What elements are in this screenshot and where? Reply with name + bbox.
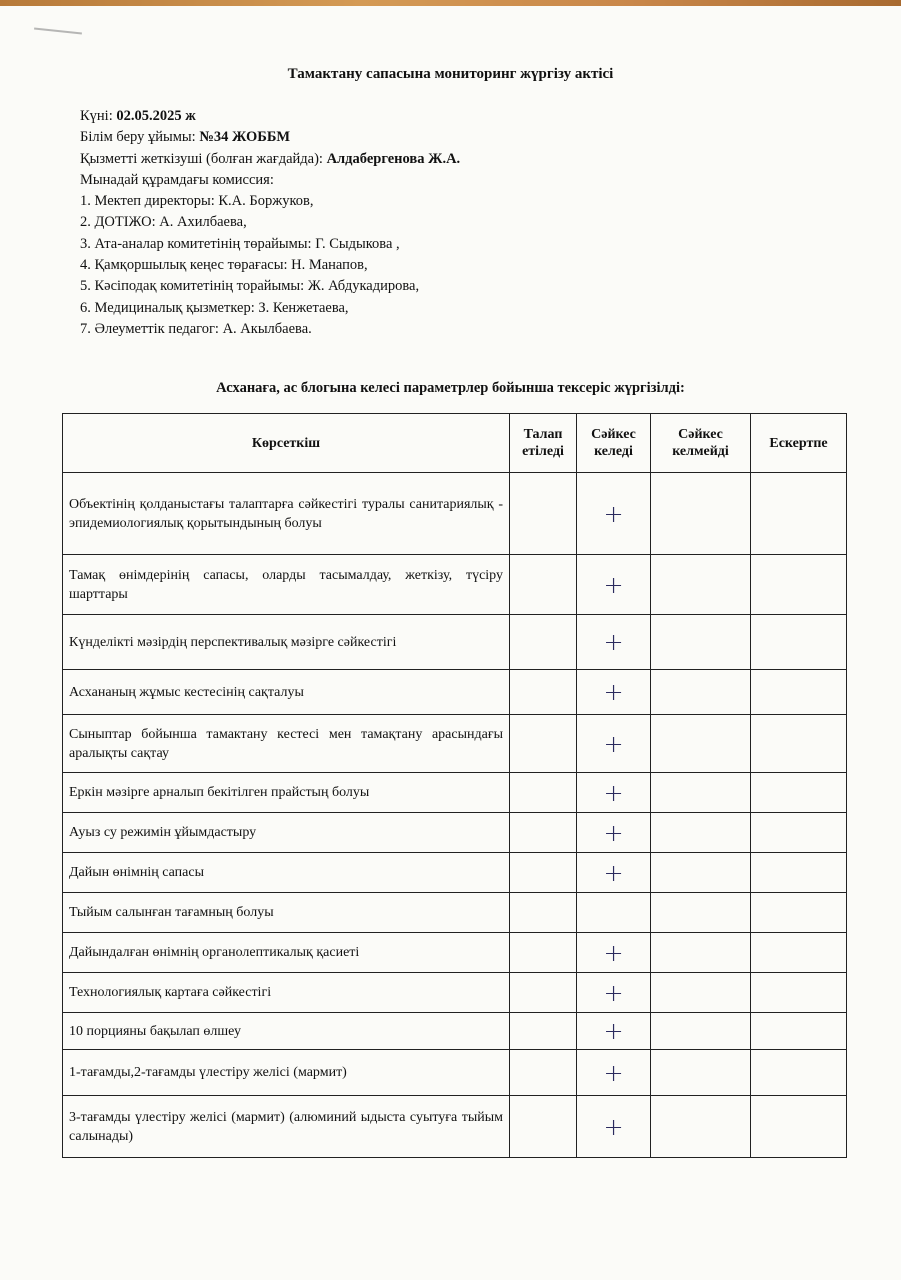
compliant-mark: [577, 893, 651, 933]
provider-line: [80, 149, 460, 170]
compliant-mark: +: [577, 1050, 651, 1096]
required-cell: [510, 615, 577, 670]
noncompliant-cell: [651, 1050, 751, 1096]
compliant-mark: +: [577, 933, 651, 973]
member-5: 5. Кәсіподақ комитетінің торайымы: Ж. Абдукадирова,: [80, 278, 420, 295]
noncompliant-cell: [651, 670, 751, 715]
header-indicator: Көрсеткіш: [63, 414, 510, 473]
table-row: [63, 1013, 847, 1050]
compliant-mark: +: [577, 1096, 651, 1158]
table-row: [63, 555, 847, 615]
note-cell: [751, 813, 847, 853]
header-block: [80, 106, 460, 340]
note-cell: [751, 773, 847, 813]
header-required: Талап етіледі: [510, 414, 577, 473]
indicator-cell: Объектінің қолданыстағы талаптарға сәйкестігі туралы санитариялық - эпидемиологиялық қорытындының болуы: [63, 473, 510, 555]
note-cell: [751, 1050, 847, 1096]
table-row: [63, 813, 847, 853]
note-cell: [751, 555, 847, 615]
table-row: [63, 715, 847, 773]
required-cell: [510, 773, 577, 813]
note-cell: [751, 615, 847, 670]
document-title: Тамактану сапасына мониторинг жүргізу актісі: [287, 66, 614, 82]
indicator-cell: 1-тағамды,2-тағамды үлестіру желісі (мармит): [63, 1050, 510, 1096]
note-cell: [751, 670, 847, 715]
required-cell: [510, 973, 577, 1013]
table-row: [63, 473, 847, 555]
indicator-cell: Асхананың жұмыс кестесінің сақталуы: [63, 670, 510, 715]
noncompliant-cell: [651, 473, 751, 555]
note-cell: [751, 973, 847, 1013]
table-row: [63, 893, 847, 933]
org-line: [80, 127, 460, 148]
required-cell: [510, 893, 577, 933]
indicator-cell: 10 порцияны бақылап өлшеу: [63, 1013, 510, 1050]
scan-edge: [0, 0, 901, 6]
member-6: 6. Медициналық қызметкер: З. Кенжетаева,: [80, 299, 349, 316]
org-label: Білім беру ұйымы:: [80, 129, 200, 146]
required-cell: [510, 813, 577, 853]
compliant-mark: +: [577, 555, 651, 615]
compliant-mark: +: [577, 473, 651, 555]
noncompliant-cell: [651, 893, 751, 933]
noncompliant-cell: [651, 1013, 751, 1050]
provider-value: Алдабергенова Ж.А.: [326, 150, 461, 167]
compliant-mark: +: [577, 853, 651, 893]
required-cell: [510, 473, 577, 555]
compliant-mark: +: [577, 715, 651, 773]
compliant-mark: +: [577, 1013, 651, 1050]
noncompliant-cell: [651, 933, 751, 973]
required-cell: [510, 933, 577, 973]
required-cell: [510, 1096, 577, 1158]
provider-label: Қызметті жеткізуші (болған жағдайда):: [80, 150, 327, 167]
compliant-mark: +: [577, 773, 651, 813]
member-2: 2. ДОТІЖО: А. Ахилбаева,: [80, 214, 247, 231]
table-row: [63, 973, 847, 1013]
note-cell: [751, 715, 847, 773]
noncompliant-cell: [651, 853, 751, 893]
indicator-cell: Технологиялық картаға сәйкестігі: [63, 973, 510, 1013]
required-cell: [510, 670, 577, 715]
indicator-cell: Сыныптар бойынша тамактану кестесі мен тамақтану арасындағы аралықты сақтау: [63, 715, 510, 773]
required-cell: [510, 715, 577, 773]
required-cell: [510, 1013, 577, 1050]
compliant-mark: +: [577, 670, 651, 715]
header-compliant: Сәйкес келеді: [577, 414, 651, 473]
member-3: 3. Ата-аналар комитетінің төрайымы: Г. Сыдыкова ,: [80, 235, 400, 252]
required-cell: [510, 853, 577, 893]
table-header-row: [63, 414, 847, 473]
required-cell: [510, 1050, 577, 1096]
note-cell: [751, 893, 847, 933]
noncompliant-cell: [651, 555, 751, 615]
org-value: №34 ЖОББМ: [199, 129, 291, 146]
compliant-mark: +: [577, 615, 651, 670]
noncompliant-cell: [651, 813, 751, 853]
table-row: [63, 615, 847, 670]
member-7: 7. Әлеуметтік педагог: А. Акылбаева.: [80, 320, 312, 337]
header-noncompliant: Сәйкес келмейді: [651, 414, 751, 473]
required-cell: [510, 555, 577, 615]
inspection-table: [62, 413, 847, 1158]
note-cell: [751, 1013, 847, 1050]
commission-intro: Мынадай құрамдағы комиссия:: [80, 171, 274, 188]
scan-mark: [34, 27, 82, 34]
noncompliant-cell: [651, 773, 751, 813]
table-row: [63, 773, 847, 813]
noncompliant-cell: [651, 973, 751, 1013]
member-4: 4. Қамқоршылық кеңес төрағасы: Н. Манапов,: [80, 257, 368, 274]
member-1: 1. Мектеп директоры: К.А. Боржуков,: [80, 193, 314, 210]
indicator-cell: Дайын өнімнің сапасы: [63, 853, 510, 893]
header-note: Ескертпе: [751, 414, 847, 473]
table-row: [63, 1050, 847, 1096]
indicator-cell: Тыйым салынған тағамның болуы: [63, 893, 510, 933]
note-cell: [751, 473, 847, 555]
indicator-cell: Күнделікті мәзірдің перспективалық мәзірге сәйкестігі: [63, 615, 510, 670]
note-cell: [751, 933, 847, 973]
indicator-cell: Тамақ өнімдерінің сапасы, оларды тасымалдау, жеткізу, түсіру шарттары: [63, 555, 510, 615]
section-title: Асханаға, ас блогына келесі параметрлер бойынша тексеріс жүргізілді:: [216, 380, 685, 396]
note-cell: [751, 853, 847, 893]
noncompliant-cell: [651, 715, 751, 773]
table-row: [63, 853, 847, 893]
noncompliant-cell: [651, 615, 751, 670]
compliant-mark: +: [577, 813, 651, 853]
note-cell: [751, 1096, 847, 1158]
compliant-mark: +: [577, 973, 651, 1013]
indicator-cell: Ауыз су режимін ұйымдастыру: [63, 813, 510, 853]
noncompliant-cell: [651, 1096, 751, 1158]
indicator-cell: 3-тағамды үлестіру желісі (мармит) (алюминий ыдыста суытуға тыйым салынады): [63, 1096, 510, 1158]
table-row: [63, 670, 847, 715]
table-row: [63, 933, 847, 973]
indicator-cell: Дайындалған өнімнің органолептикалық қасиеті: [63, 933, 510, 973]
date-line: [80, 106, 460, 127]
table-row: [63, 1096, 847, 1158]
date-value: 02.05.2025 ж: [116, 108, 196, 124]
indicator-cell: Еркін мәзірге арналып бекітілген прайстың болуы: [63, 773, 510, 813]
date-label: Күні:: [80, 108, 117, 124]
